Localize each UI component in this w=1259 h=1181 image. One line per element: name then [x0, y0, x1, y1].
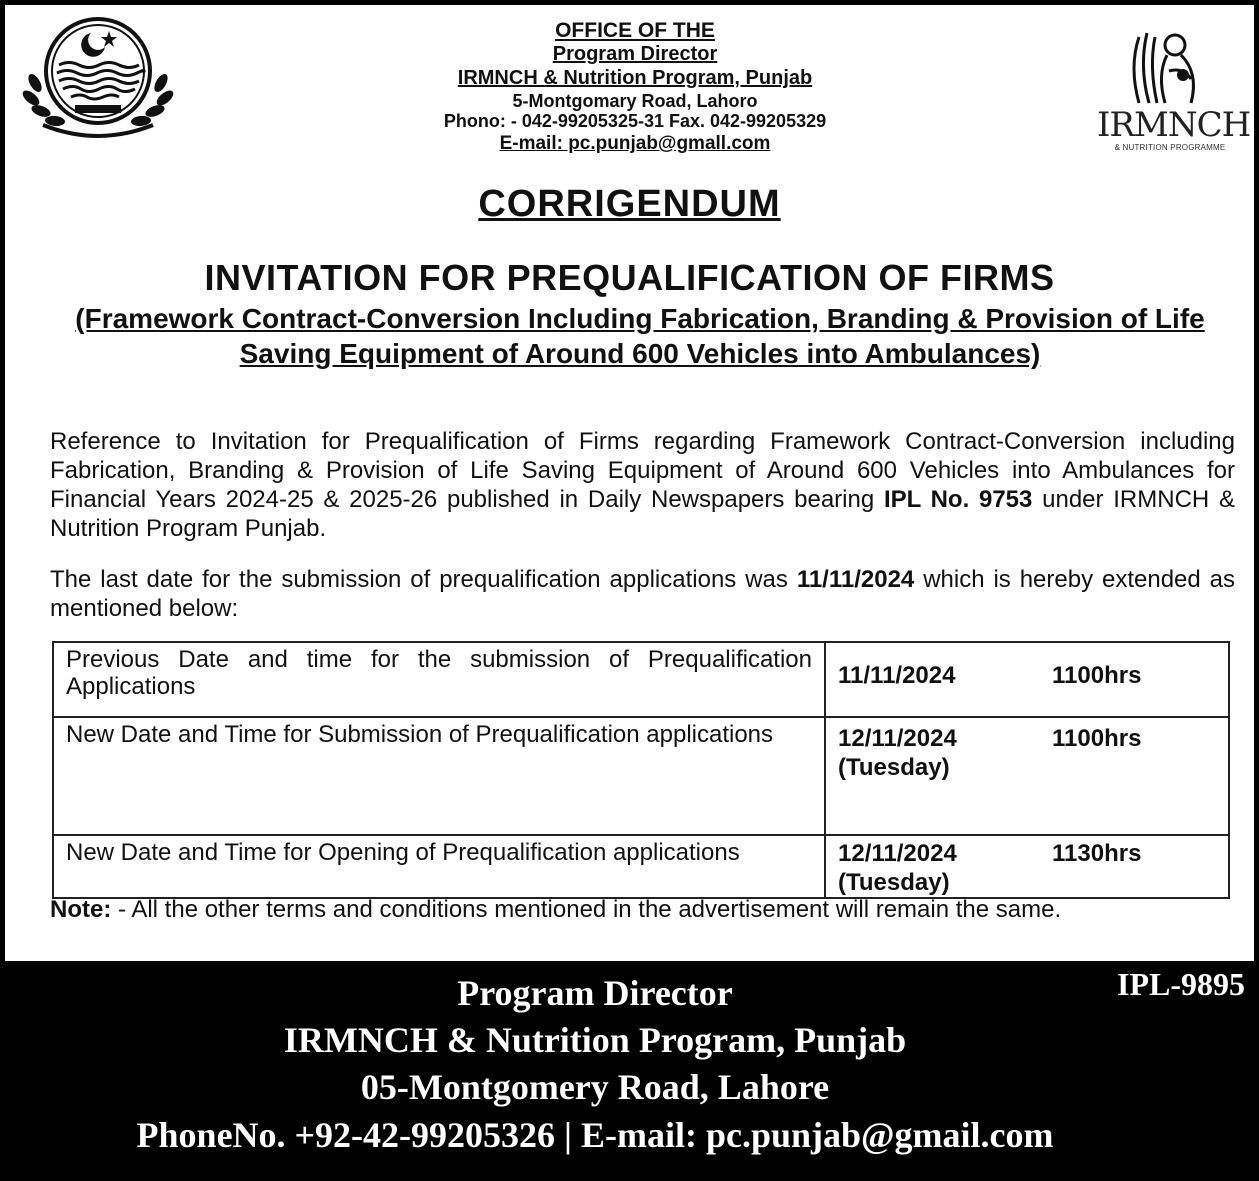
schedule-date-value: 12/11/2024: [838, 725, 957, 752]
extension-paragraph: [50, 565, 1235, 623]
footer-contact: PhoneNo. +92-42-99205326 | E-mail: pc.punjab@gmail.com: [136, 1115, 1054, 1155]
extension-text-start: The last date for the submission of prequalification applications was: [50, 566, 797, 593]
schedule-date-value: 12/11/2024: [838, 840, 957, 867]
invitation-title: INVITATION FOR PREQUALIFICATION OF FIRMS: [204, 257, 1055, 298]
schedule-description: Previous Date and time for the submission of Prequalification Applications: [53, 642, 825, 717]
footer-program: IRMNCH & Nutrition Program, Punjab: [283, 1020, 907, 1060]
table-row: [53, 835, 1229, 898]
schedule-table: [52, 641, 1230, 899]
note-paragraph: [50, 895, 1235, 924]
irmnch-logo-subtext: & NUTRITION PROGRAMME: [1114, 143, 1226, 152]
schedule-date: [825, 717, 1040, 835]
header-office: OFFICE OF THE: [555, 19, 715, 42]
table-row: [53, 717, 1229, 835]
note-label: Note:: [50, 896, 112, 923]
corrigendum-title: CORRIGENDUM: [478, 183, 781, 225]
schedule-day: (Tuesday): [838, 869, 950, 896]
irmnch-logo: [1097, 27, 1251, 157]
mother-child-icon: [1117, 27, 1217, 107]
punjab-seal-logo: [13, 13, 183, 141]
header-director: Program Director: [552, 43, 718, 65]
schedule-description: New Date and Time for Opening of Prequalification applications: [53, 835, 825, 898]
irmnch-logo-text: IRMNCH: [1097, 105, 1251, 145]
schedule-date-value: 11/11/2024: [838, 662, 956, 689]
reference-text-start: Reference to Invitation for Prequalification of Firms regarding Framework Contract-Conversion including Fabrication, Branding & Provision of Life Saving Equipment of Around 600 Vehicles into Ambulances for Financial Years 2024-25 & 2025-26 published in Daily Newspapers bearing: [50, 428, 1235, 513]
last-date: 11/11/2024: [796, 566, 915, 593]
footer-director: Program Director: [457, 973, 733, 1013]
reference-text-end: under IRMNCH & Nutrition Program Punjab.: [50, 486, 1235, 542]
invitation-subtitle: (Framework Contract-Conversion Including Fabrication, Branding & Provision of Life Saving Equipment of Around 600 Vehicles into Ambulances): [75, 303, 1205, 369]
schedule-time: 1100hrs: [1040, 642, 1229, 717]
note-text: - All the other terms and conditions mentioned in the advertisement will remain the same.: [111, 896, 1062, 923]
extension-text-end: which is hereby extended as mentioned below:: [50, 566, 1236, 622]
schedule-date: [825, 835, 1040, 898]
schedule-time: 1130hrs: [1040, 835, 1229, 898]
header-program: IRMNCH & Nutrition Program, Punjab: [457, 67, 813, 89]
header-email: E-mail: pc.punjab@gmall.com: [499, 133, 771, 154]
header-phone: Phono: - 042-99205325-31 Fax. 042-99205329: [443, 111, 827, 131]
advertisement-paper: [5, 5, 1254, 961]
reference-paragraph: [50, 427, 1235, 543]
table-row: [53, 642, 1229, 717]
schedule-date: [825, 642, 1040, 717]
schedule-time: 1100hrs: [1040, 717, 1229, 835]
header-address: 5-Montgomary Road, Lahoro: [512, 91, 758, 111]
schedule-day: (Tuesday): [838, 754, 950, 781]
ipl-reference: IPL No. 9753: [883, 486, 1033, 513]
schedule-description: New Date and Time for Submission of Prequalification applications: [53, 717, 825, 835]
ipl-number: IPL-9895: [1117, 966, 1245, 1002]
footer-address: 05-Montgomery Road, Lahore: [360, 1067, 830, 1107]
